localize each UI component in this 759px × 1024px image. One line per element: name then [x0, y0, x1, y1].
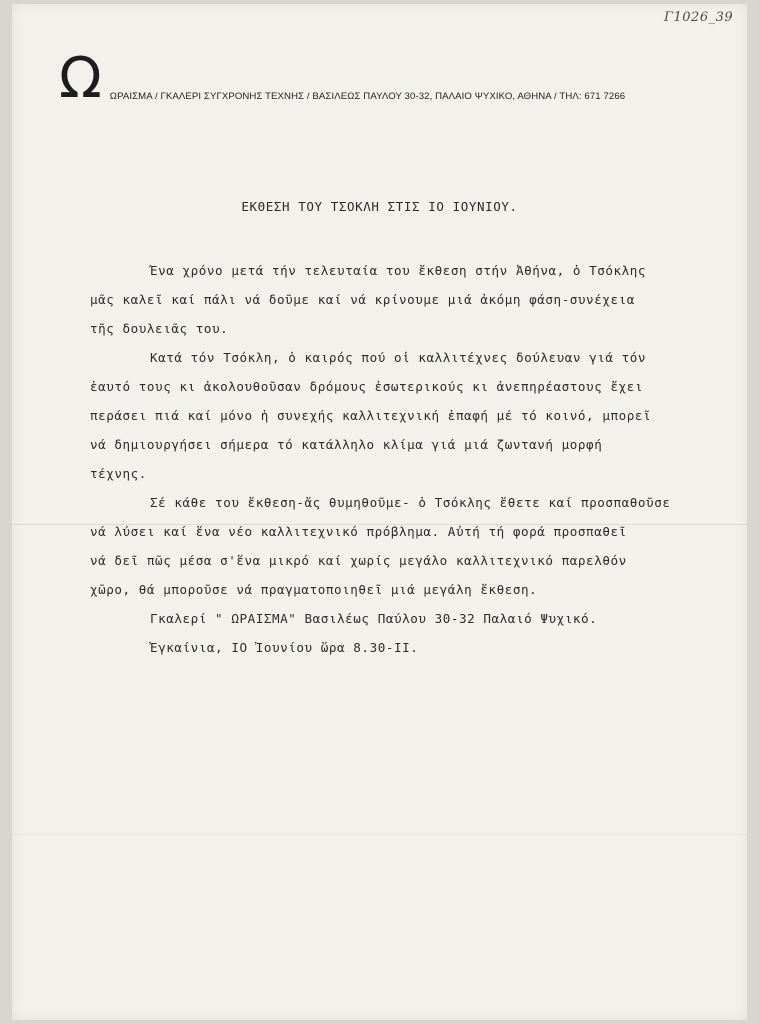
paper-fold-line: [12, 834, 747, 835]
letterhead: [59, 46, 626, 111]
text-line: Κατά τόν Τσόκλη, ὁ καιρός πού οἱ καλλιτέχνες δούλευαν γιά τόν: [150, 350, 647, 365]
paragraph-2: [90, 343, 730, 488]
text-line: περάσει πιά καί μόνο ἡ συνεχής καλλιτεχνική ἐπαφή μέ τό κοινό, μπορεῖ: [90, 408, 652, 423]
opening-date-line: [90, 633, 730, 662]
text-line: Ένα χρόνο μετά τήν τελευταία του ἔκθεση στήν Ἀθήνα, ὁ Τσόκλης: [150, 263, 647, 278]
text-line: νά λύσει καί ἕνα νέο καλλιτεχνικό πρόβλημα. Αὐτή τή φορά προσπαθεῖ: [90, 524, 627, 539]
document-title: ΕΚΘΕΣΗ ΤΟΥ ΤΣΟΚΛΗ ΣΤΙΣ ΙΟ ΙΟΥΝΙΟΥ.: [241, 199, 518, 214]
paragraph-1: [90, 256, 730, 343]
text-line: Σέ κάθε του ἔκθεση-ἄς θυμηθοῦμε- ὁ Τσόκλης ἔθετε καί προσπαθοῦσε: [150, 495, 671, 510]
text-line: νά δημιουργήσει σήμερα τό κατάλληλο κλίμα γιά μιά ζωντανή μορφή: [90, 437, 603, 452]
text-line: χῶρο, θά μποροῦσε νά πραγματοποιηθεῖ μιά μεγάλη ἔκθεση.: [90, 582, 538, 597]
letter-page: [12, 4, 747, 1020]
text-line: τῆς δουλειᾶς του.: [90, 321, 229, 336]
text-line: Γκαλερί " ΩΡΑΙΣΜΑ" Βασιλέως Παύλου 30-32 Παλαιό Ψυχικό.: [150, 611, 598, 626]
omega-logo: Ω: [59, 46, 102, 111]
gallery-address-line: [90, 604, 730, 633]
text-line: τέχνης.: [90, 466, 147, 481]
text-line: Ἐγκαίνια, ΙΟ Ἰουνίου ὥρα 8.30-ΙΙ.: [150, 640, 419, 655]
text-line: ἑαυτό τους κι ἀκολουθοῦσαν δρόμους ἐσωτερικούς κι ἀνεπηρέαστους ἔχει: [90, 379, 643, 394]
text-line: νά δεῖ πῶς μέσα σ'ἕνα μικρό καί χωρίς μεγάλο καλλιτεχνικό παρελθόν: [90, 553, 627, 568]
letterhead-text: ΩΡΑΙΣΜΑ / ΓΚΑΛΕΡΙ ΣΥΓΧΡΟΝΗΣ ΤΕΧΝΗΣ / ΒΑΣΙΛΕΩΣ ΠΑΥΛΟΥ 30-32, ΠΑΛΑΙΟ ΨΥΧΙΚΟ, ΑΘΗΝΑ / ΤΗΛ: 671 7266: [109, 91, 626, 102]
text-line: μᾶς καλεῖ καί πάλι νά δοῦμε καί νά κρίνουμε μιά ἀκόμη φάση-συνέχεια: [90, 292, 635, 307]
paragraph-3: [90, 488, 730, 604]
archive-reference-number: Γ1026_39: [664, 10, 734, 25]
letter-body: [90, 256, 730, 662]
